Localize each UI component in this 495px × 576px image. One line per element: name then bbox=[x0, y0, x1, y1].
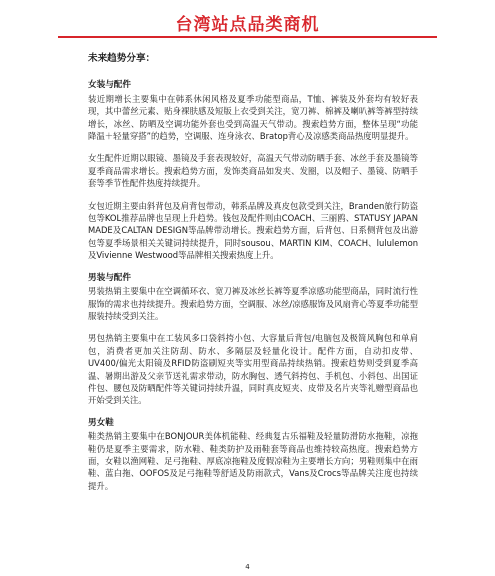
paragraph: 女包近期主要由斜背包及肩背包带动，韩系品牌及真皮包款受到关注，Branden旅行防盗包等KOL推荐品牌也呈现上升趋势。钱包及配件则由COACH、三丽鸥、STATUSY JAPAN MADE及CALTAN DESIGN等品牌带动增长。搜索趋势方面，后背包、日系侧背包及出游包等夏季场景相关关键词持续提升，同时sousou、MARTIN KIM、COACH、lululemon及Vivienne Westwood等品牌相关搜索热度上升。 bbox=[88, 200, 418, 261]
section-title: 男女鞋 bbox=[88, 417, 114, 428]
paragraph: 女生配件近期以眼镜、墨镜及手套表现较好，高温天气带动防晒手套、冰丝手套及墨镜等夏季商品需求增长。搜索趋势方面，发饰类商品如发夹、发圈，以及帽子、墨镜、防晒手套等季节性配件热度持续提升。 bbox=[88, 153, 418, 189]
paragraph: 男装热销主要集中在空调循环衣、宽刀裤及冰丝长裤等夏季凉感功能型商品，同时流行性服饰的需求也持续提升。搜索趋势方面，空调服、冰丝/凉感服饰及风扇背心等夏季功能型服装持续受到关注。 bbox=[88, 286, 418, 321]
title-divider bbox=[58, 36, 437, 38]
intro-heading: 未来趋势分享： bbox=[88, 53, 156, 64]
paragraph: 男包热销主要集中在工装风多口袋斜挎小包、大容量后背包/电脑包及极简风胸包和单肩包，消费者更加关注防刮、防水、多隔层及轻量化设计。配件方面，自动扣皮带、UV400/偏光太阳镜及RFID防盗刷短夹等实用型商品持续热销。搜索趋势则受到夏季高温、暑期出游及父亲节送礼需求带动，防水胸包、透气斜挎包、手机包、小斜包、出国证件包、腰包及防晒配件等关键词持续升温，同时真皮短夹、皮带及名片夹等礼赠型商品也开始受到关注。 bbox=[88, 333, 418, 406]
section-title: 女装与配件 bbox=[88, 80, 131, 91]
page-number: 4 bbox=[245, 563, 250, 571]
page-title: 台湾站点品类商机 bbox=[175, 15, 320, 35]
section-womens bbox=[88, 79, 418, 261]
section-title: 男装与配件 bbox=[88, 272, 131, 283]
paragraph: 鞋类热销主要集中在BONJOUR美体机能鞋、经典复古乐福鞋及轻量防滑防水拖鞋，凉拖鞋仍是夏季主要需求，防水鞋、鞋类防护及雨鞋套等商品也维持较高热度。搜索趋势方面，女鞋以渔网鞋、足弓拖鞋、厚底凉拖鞋及度假凉鞋为主要增长方向；男鞋则集中在雨鞋、蓝白拖、OOFOS及足弓拖鞋等舒适及防雨款式，Vans及Crocs等品牌关注度也持续提升。 bbox=[88, 431, 418, 491]
section-mens bbox=[88, 272, 418, 407]
section-shoes bbox=[88, 417, 418, 492]
content-body bbox=[88, 53, 418, 502]
paragraph: 装近期增长主要集中在韩系休闲风格及夏季功能型商品，T恤、裤装及外套均有较好表现，其中蕾丝元素、贴身裸肤感及短版上衣受到关注，宽刀裤、棉裤及喇叭裤等裤型持续增长，冰丝、防晒及空调功能外套也受到高温天气带动。搜索趋势方面，整体呈现“功能降温＋轻量穿搭”的趋势，空调服、连身泳衣、Bratop背心及凉感类商品热度明显提升。 bbox=[88, 93, 418, 142]
